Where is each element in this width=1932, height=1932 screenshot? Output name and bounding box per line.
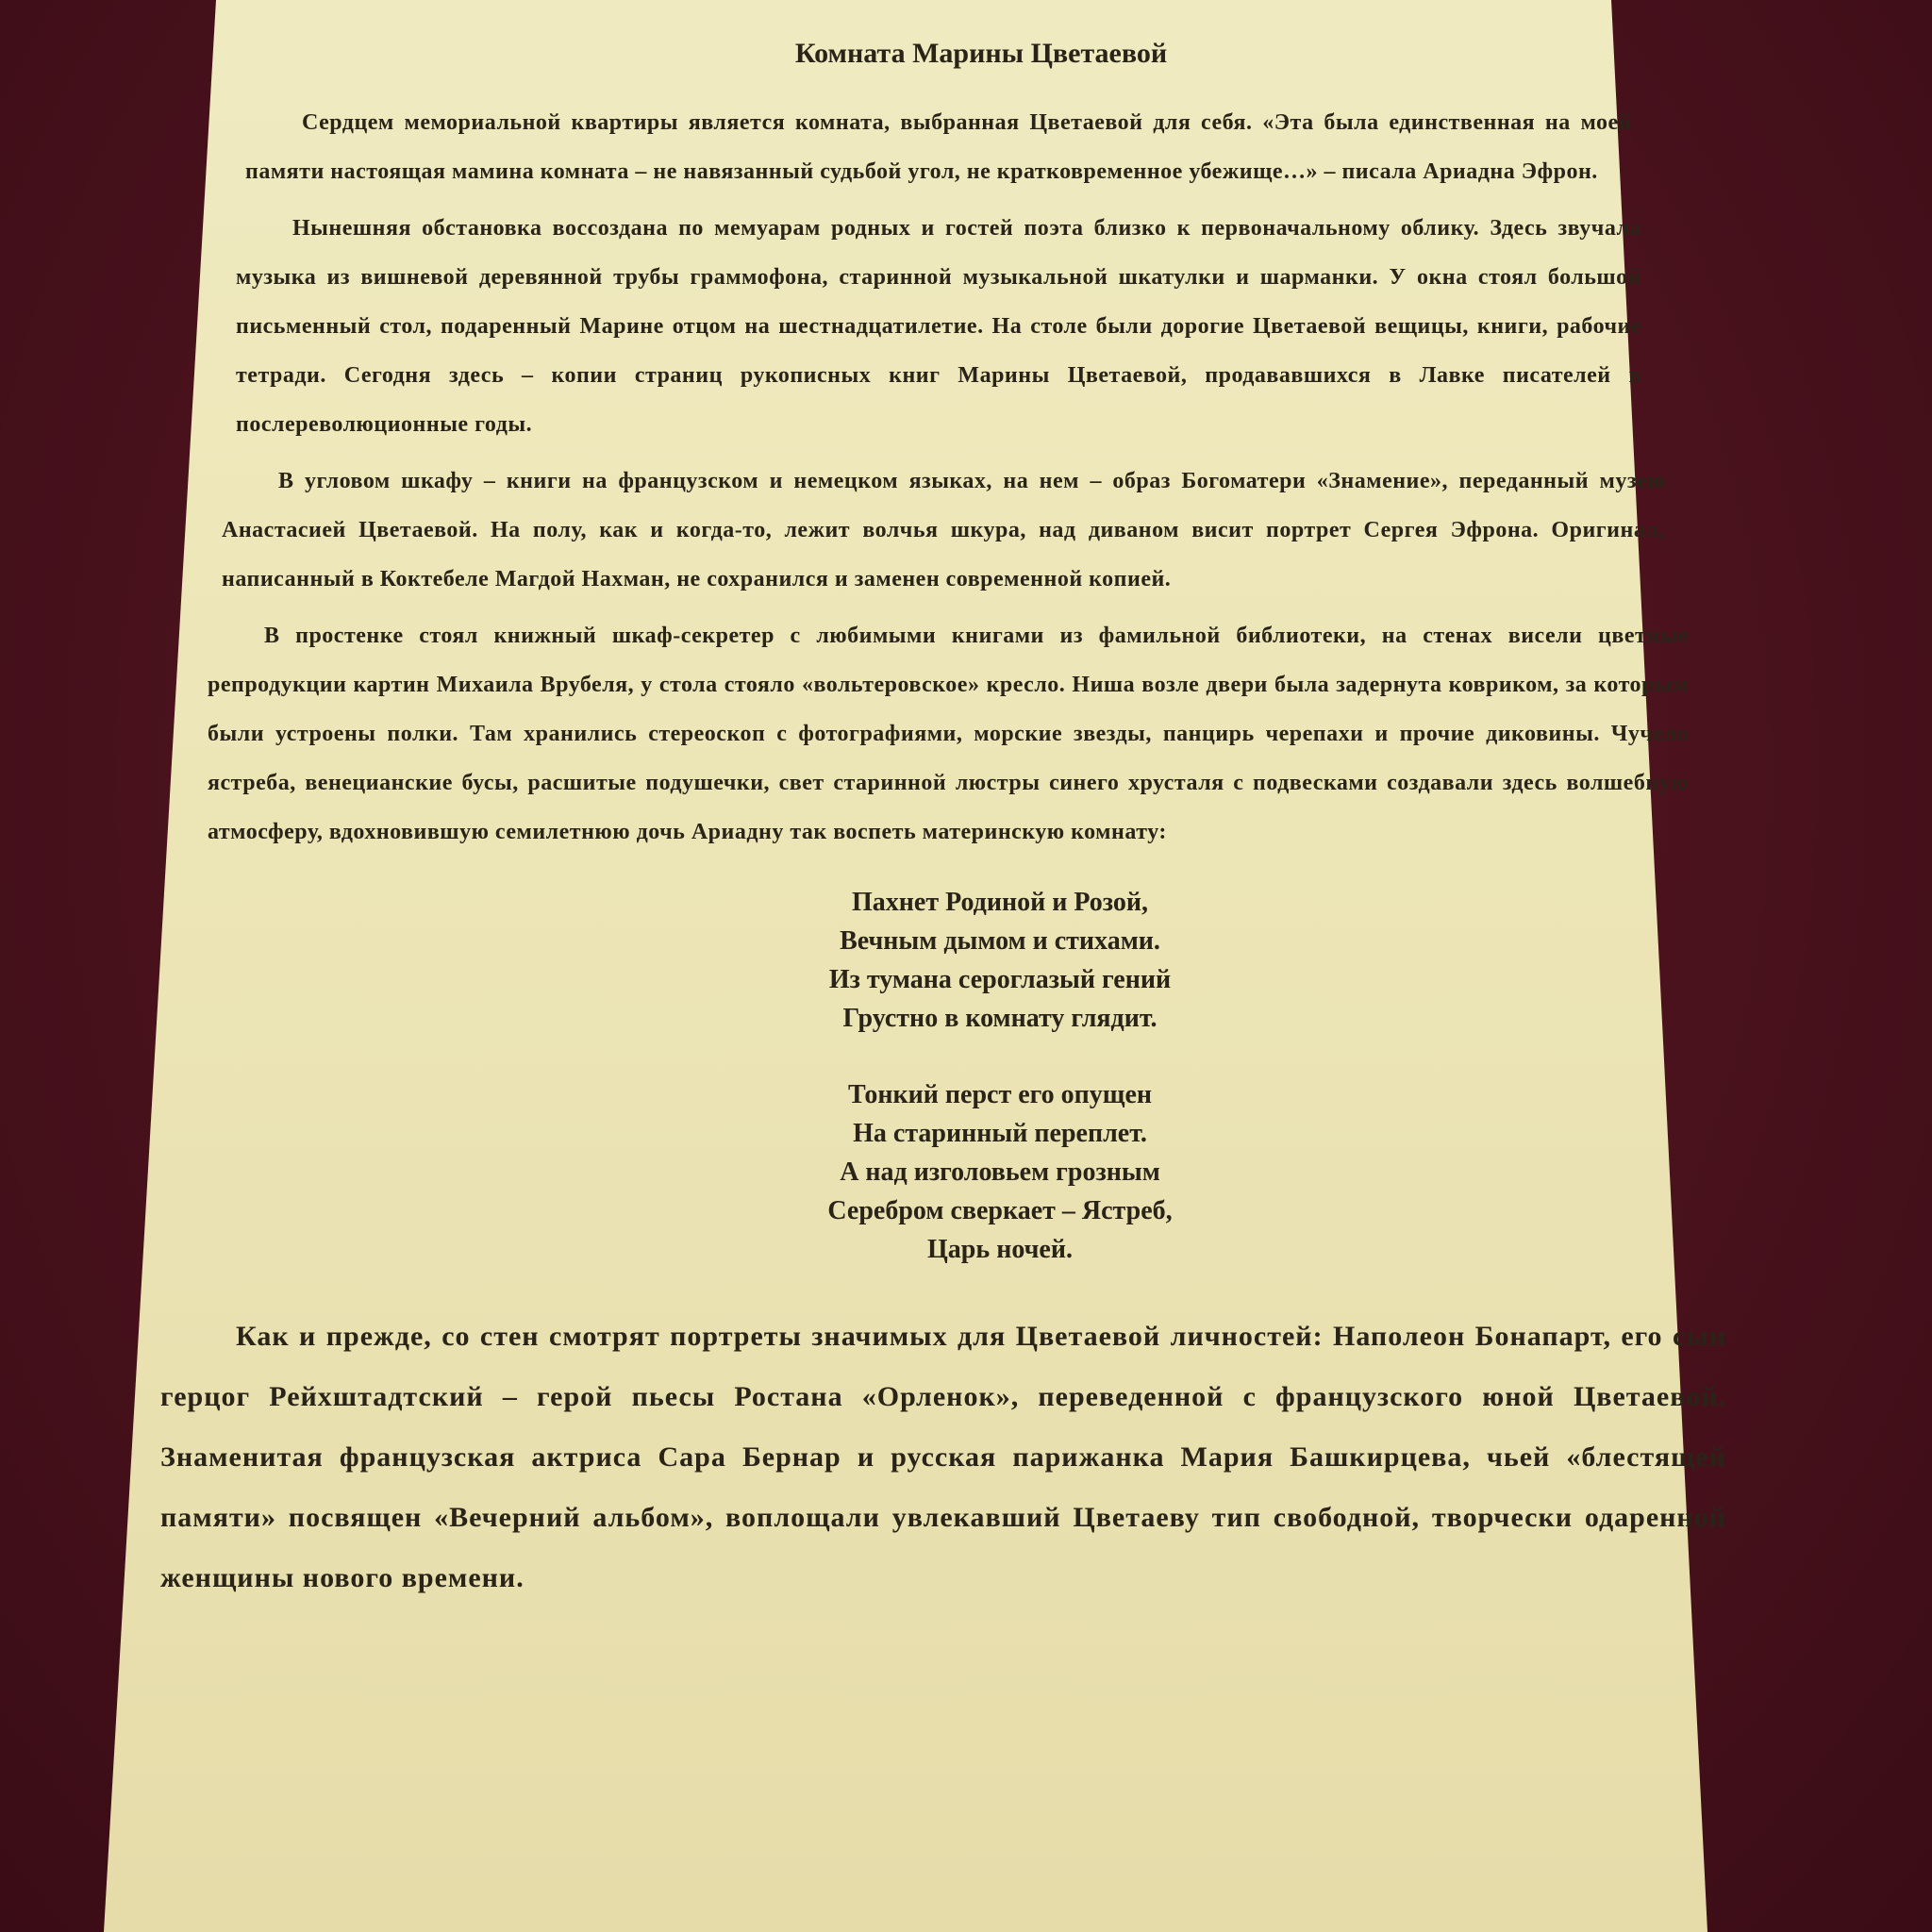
paragraph-portraits: Как и прежде, со стен смотрят портреты значимых для Цветаевой личностей: Наполеон Бонапарт, его сын герцог Рейхштадтский – герой пьесы Ростана «Орленок», переведенной с французского юной Цветаевой. Знаменитая французская актриса Сара Бернар и русская парижанка Мария Башкирцева, чьей «блестящей памяти» посвящен «Вечерний альбом», воплощали увлекавший Цветаеву тип свободной, творчески одаренной женщины нового времени. [160,1321,1726,1593]
paragraph-intro: Сердцем мемориальной квартиры является комната, выбранная Цветаевой для себя. «Эта была единственная на моей памяти настоящая мамина комната – не навязанный судьбой угол, не кратковременное убежище…» – писала Ариадна Эфрон. [245,110,1632,184]
poem-line: Вечным дымом и стихами. [840,926,1160,956]
poem-line: Серебром сверкает – Ястреб, [827,1196,1173,1225]
poem-line: Из тумана сероглазый гений [828,965,1172,994]
poem-line: На старинный переплет. [853,1119,1147,1148]
poem-line: Тонкий перст его опущен [847,1080,1153,1109]
poem-line: Пахнет Родиной и Розой, [851,888,1148,917]
document-title: Комната Марины Цветаевой [794,38,1168,69]
poem-stanza-2 [330,1075,1670,1269]
poem-line: А над изголовьем грозным [840,1158,1160,1187]
paragraph-secretary: В простенке стоял книжный шкаф-секретер с любимыми книгами из фамильной библиотеки, на стенах висели цветные репродукции картин Михаила Врубеля, у стола стояло «вольтеровское» кресло. Ниша возле двери была задернута ковриком, за которым были устроены полки. Там хранились стереоскоп с фотографиями, морские звезды, панцирь черепахи и прочие диковины. Чучело ястреба, венецианские бусы, расшитые подушечки, свет старинной люстры синего хрусталя с подвесками создавали здесь волшебную атмосферу, вдохновившую семилетнюю дочь Ариадну так воспеть материнскую комнату: [208,624,1689,844]
paragraph-corner-cabinet: В угловом шкафу – книги на французском и немецком языках, на нем – образ Богоматери «Знамение», переданный музею Анастасией Цветаевой. На полу, как и когда-то, лежит волчья шкура, над диваном висит портрет Сергея Эфрона. Оригинал, написанный в Коктебеле Магдой Нахман, не сохранился и заменен современной копией. [222,469,1665,591]
document-body [160,38,1726,1616]
poem-line: Грустно в комнату глядит. [842,1004,1158,1033]
poem [198,883,1670,1269]
paragraph-furnishings: Нынешняя обстановка воссоздана по мемуарам родных и гостей поэта близко к первоначальному облику. Здесь звучала музыка из вишневой деревянной трубы граммофона, старинной музыкальной шкатулки и шарманки. У окна стоял большой письменный стол, подаренный Марине отцом на шестнадцатилетие. На столе были дорогие Цветаевой вещицы, книги, рабочие тетради. Сегодня здесь – копии страниц рукописных книг Марины Цветаевой, продававшихся в Лавке писателей в послереволюционные годы. [236,216,1641,437]
poem-line: Царь ночей. [927,1235,1073,1264]
poem-stanza-1 [330,883,1670,1038]
